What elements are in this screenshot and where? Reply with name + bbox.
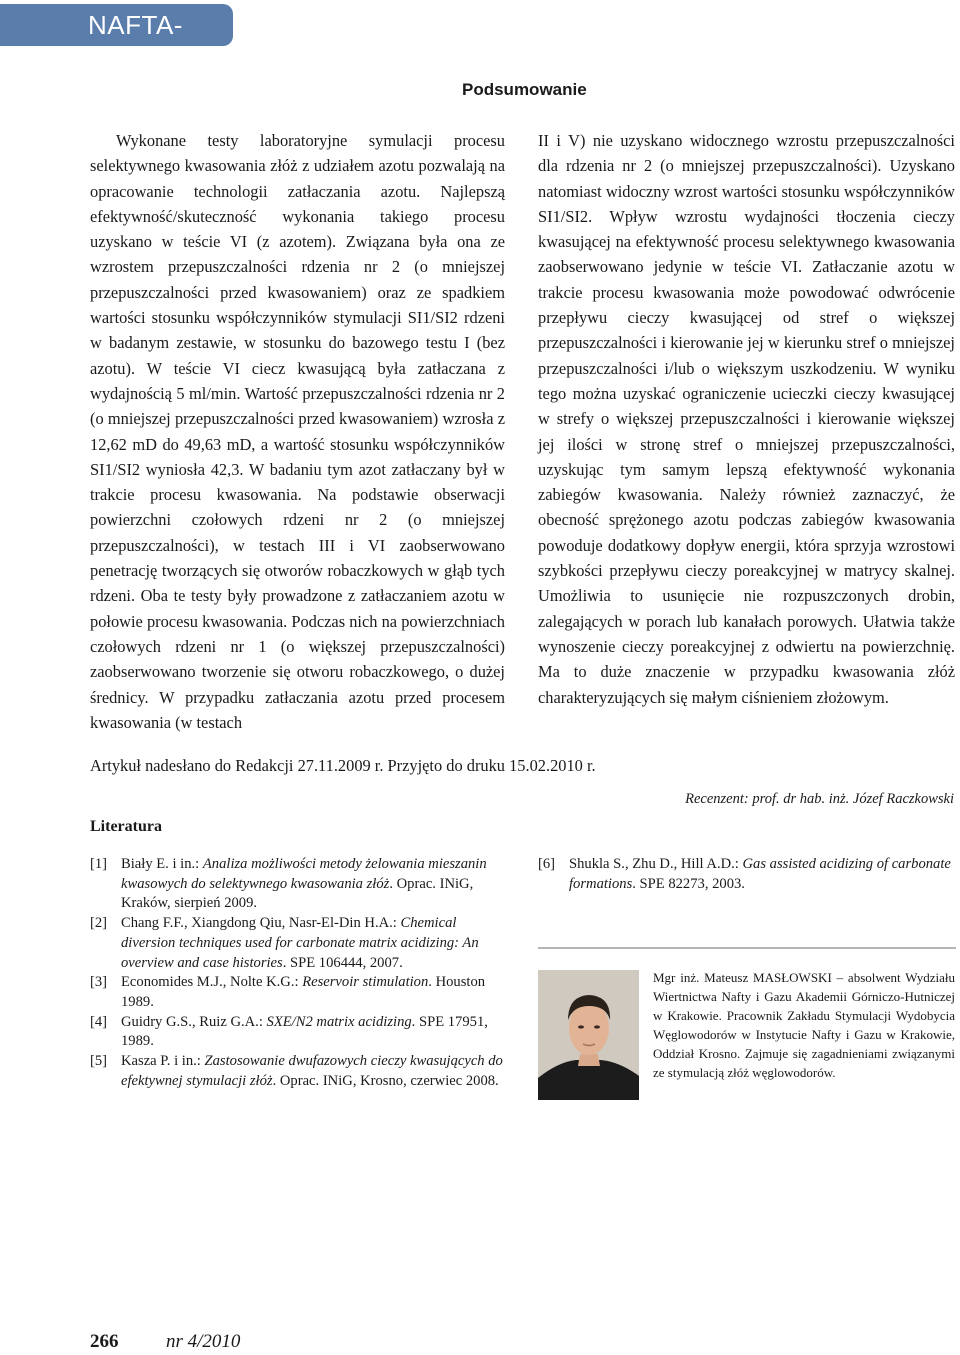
reference-details: . SPE 82273, 2003. [632, 875, 745, 892]
references-left [90, 855, 508, 1091]
received-note: Artykuł nadesłano do Redakcji 27.11.2009 r. Przyjęto do druku 15.02.2010 r. [90, 756, 596, 775]
bio-separator [538, 947, 956, 949]
reference-authors: Economides M.J., Nolte K.G.: [121, 974, 303, 991]
author-photo [538, 970, 639, 1100]
paragraph: Wykonane testy laboratoryjne symulacji procesu selektywnego kwasowania złóż z udziałem azotu pozwalają na opracowanie technologii zatłaczania azotu. Najlepszą efektywność/skuteczność wykonania takiego procesu uzyskano w teście VI (z azotem). Związana była ona ze wzrostem przepuszczalności rdzenia nr 2 (o mniejszej przepuszczalności przed kwasowaniem) oraz ze spadkiem wartości stosunku współczynników stymulacji SI1/SI2 rdzeni w badanym zestawie, w stosunku do bazowego testu I (bez azotu). W teście VI ciecz kwasującą była zatłaczana z wydajnością 5 ml/min. Wartość przepuszczalności rdzenia nr 2 (o mniejszej przepuszczalności przed kwasowaniem) wzrosła z 12,62 mD do 49,63 mD, a wartość stosunku współczynników SI1/SI2 wyniosła 42,3. W badaniu tym azot zatłaczany był w trakcie procesu kwasowania. Na podstawie obserwacji powierzchni czołowych rdzeni nr 2 (o mniejszej przepuszczalności), w testach III i VI zaobserwowano penetrację tworzących się otworów robaczkowych w głąb tych rdzeni. Oba te testy były prowadzone z zatłaczaniem azotu w połowie procesu kwasowania. Podczas nich na powierzchniach czołowych rdzeni nr 1 (o większej przepuszczalności) zaobserwowano tworzenie się otworu robaczkowego, o dużej średnicy. W przypadku zatłaczania azotu przed procesem kwasowania (w testach [90, 131, 505, 732]
reference-details: . SPE 17951, 1989. [121, 1013, 488, 1050]
reference-authors: Biały E. i in.: [121, 856, 203, 872]
reference-title: Chemical diversion techniques used for carbonate matrix acidizing: An overview and case histories [121, 915, 479, 971]
reference-item [90, 855, 508, 914]
reference-number: [3] [90, 974, 108, 991]
reference-title: Zastosowanie dwufazowych cieczy kwasujących do efektywnej stymulacji złóż [121, 1053, 503, 1089]
reference-authors: Shukla S., Zhu D., Hill A.D.: [569, 856, 743, 872]
reference-number: [1] [90, 856, 108, 872]
references-right [538, 855, 956, 894]
reference-item [90, 914, 508, 973]
section-title: Podsumowanie [462, 80, 587, 99]
reference-number: [5] [90, 1053, 108, 1070]
author-portrait-image [538, 970, 639, 1100]
reference-item [90, 973, 508, 1012]
reference-item [90, 1052, 508, 1091]
issue-label: nr 4/2010 [166, 1331, 241, 1352]
page-number: 266 [90, 1331, 119, 1352]
reference-number: [2] [90, 915, 108, 932]
paragraph: II i V) nie uzyskano widocznego wzrostu przepuszczalności dla rdzenia nr 2 (o mniejszej przepuszczalności). Uzyskano natomiast widoczny wzrost wartości stosunku współczynników SI1/SI2. Wpływ wzrostu wydajności tłoczenia cieczy kwasującej na efektywność procesu selektywnego kwasowania zaobserwowano jedynie w teście VI. Zatłaczanie azotu w trakcie procesu kwasowania może powodować odwrócenie przepływu cieczy kwasującej od stref o większej przepuszczalności i kierowanie jej w kierunku stref o mniejszej przepuszczalności i/lub o większym uszkodzeniu. W wyniku tego można uzyskać ograniczenie ucieczki cieczy kwasującej w strefy o większej przepuszczalności i kierowanie większej jej ilości w stronę stref o mniejszej przepuszczalności, uzyskując tym samym lepszą efektywność wykonania zabiegów kwasowania. Należy również zaznaczyć, że obecność sprężonego azotu podczas zabiegów kwasowania powoduje dodatkowy dopływ energii, która sprzyja wzrostowi szybkości przepływu cieczy poreakcyjnej w matrycy skalnej. Umożliwia to usunięcie nie rozpuszczonych drobin, zalegających w porach lub kanałach porowych. Ułatwia także wynoszenie cieczy poreakcyjnej z odwiertu na powierzchnię. Ma to duże znaczenie w przypadku kwasowania złóż charakteryzujących się małym ciśnieniem złożowym. [538, 131, 955, 707]
reference-title: SXE/N2 matrix acidizing [266, 1013, 412, 1030]
right-column [538, 128, 955, 710]
reference-authors: Guidry G.S., Ruiz G.A.: [121, 1013, 267, 1030]
reference-authors: Kasza P. i in.: [121, 1053, 205, 1070]
author-bio: Mgr inż. Mateusz MASŁOWSKI – absolwent Wydziału Wiertnictwa Nafty i Gazu Akademii Górniczo-Hutniczej w Krakowie. Pracownik Zakładu Stymulacji Wydobycia Węglowodorów w Instytucie Nafty i Gazu w Krakowie, Oddział Krosno. Zajmuje się zagadnieniami związanymi ze stymulacją złóż węglowodorów. [653, 970, 955, 1080]
reference-authors: Chang F.F., Xiangdong Qiu, Nasr-El-Din H.A.: [121, 915, 401, 932]
reference-item [538, 855, 956, 894]
reference-title: Analiza możliwości metody żelowania mieszanin kwasowych do selektywnego kwasowania złóż [121, 856, 487, 892]
reference-title: Reservoir stimulation [302, 974, 429, 991]
journal-name: NAFTA-GAZ [88, 10, 183, 71]
left-column [90, 128, 505, 735]
reference-details: . Oprac. INiG, Kraków, sierpień 2009. [121, 875, 474, 912]
reference-details: . Oprac. INiG, Krosno, czerwiec 2008. [272, 1072, 499, 1089]
reference-item [90, 1013, 508, 1052]
literature-heading: Literatura [90, 818, 162, 835]
reference-details: . SPE 106444, 2007. [282, 954, 403, 971]
reference-number: [4] [90, 1013, 108, 1030]
journal-header-tab [0, 4, 233, 71]
reference-details: . Houston 1989. [121, 974, 486, 1010]
reference-title: Gas assisted acidizing of carbonate formations [569, 856, 951, 892]
reference-number: [6] [538, 856, 556, 872]
reviewer-note: Recenzent: prof. dr hab. inż. Józef Raczkowski [685, 791, 954, 807]
